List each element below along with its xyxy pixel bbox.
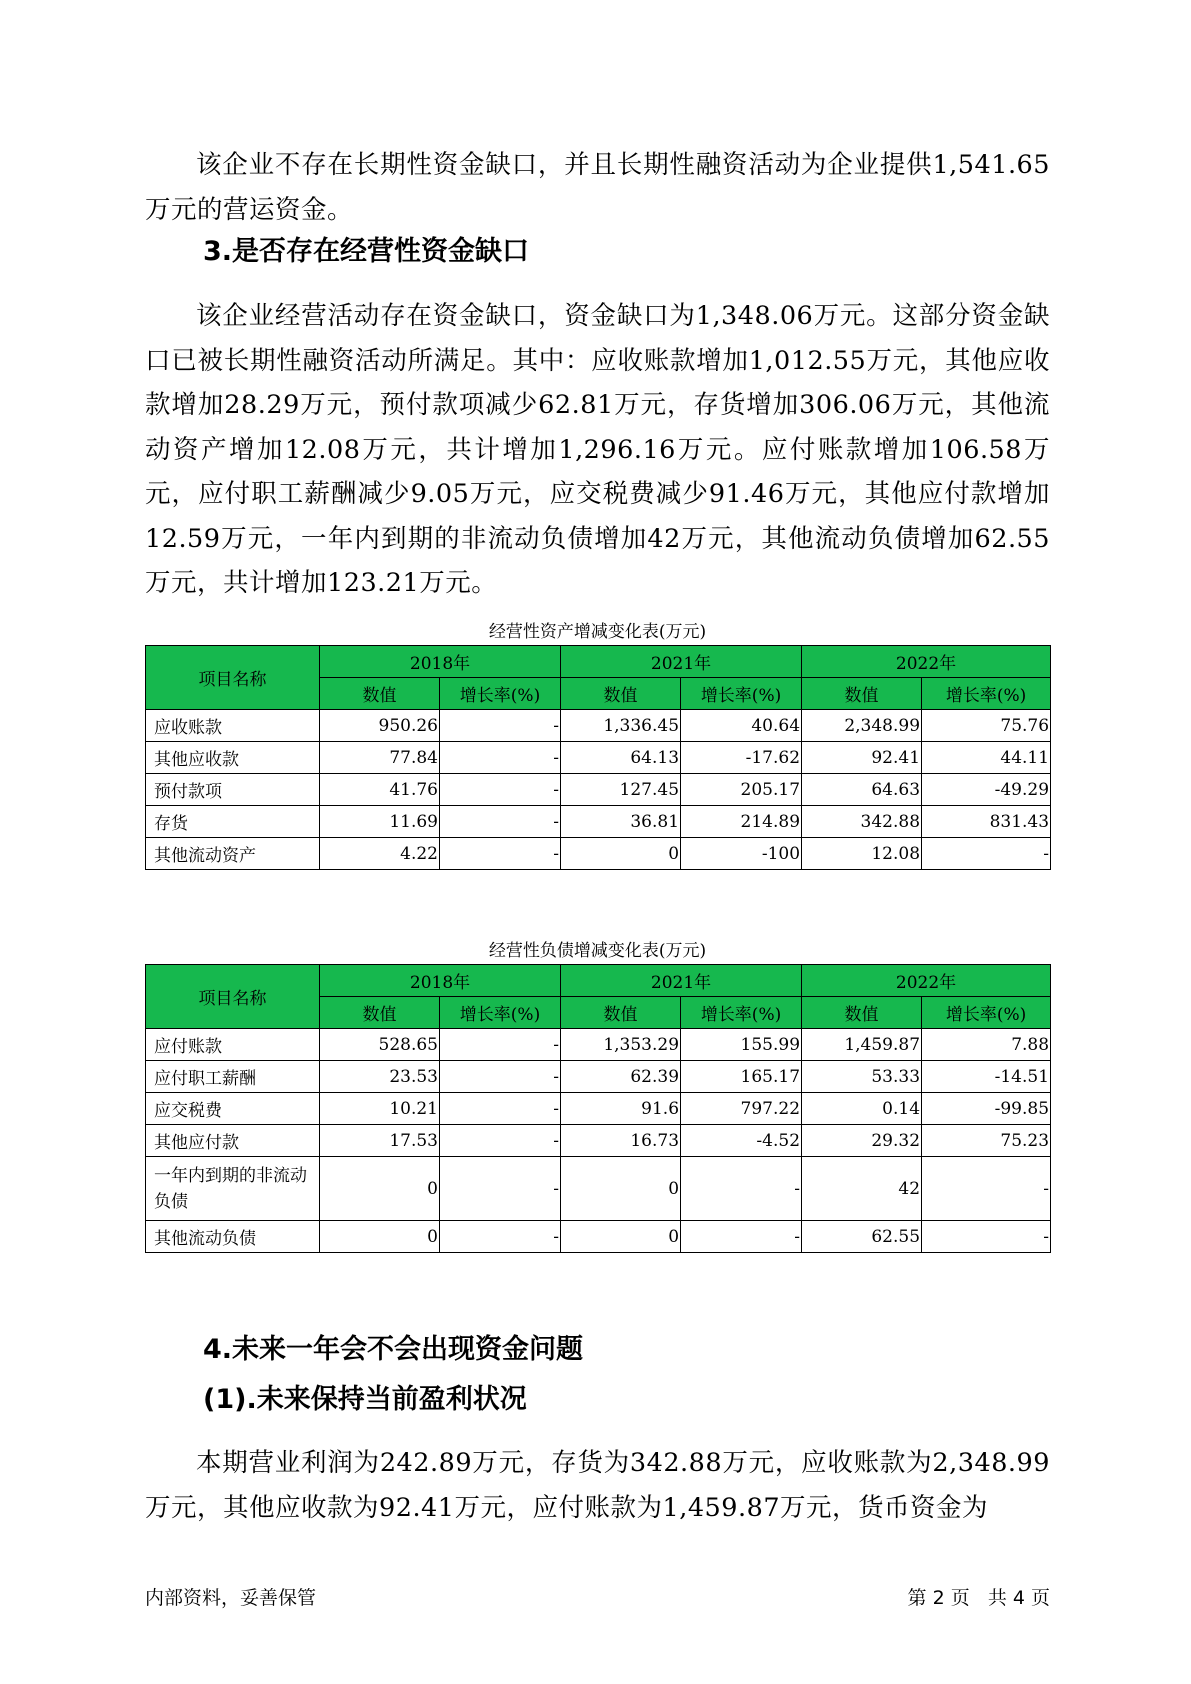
header-year-2021: 2021年 bbox=[561, 965, 802, 997]
table-row bbox=[146, 838, 1051, 870]
row-label: 其他应收款 bbox=[146, 742, 320, 774]
cell-growth: - bbox=[440, 1029, 561, 1061]
cell-value: 92.41 bbox=[802, 742, 922, 774]
operating-liabilities-table bbox=[145, 964, 1051, 1253]
cell-growth: 75.23 bbox=[922, 1125, 1051, 1157]
table-row bbox=[146, 742, 1051, 774]
row-label: 其他应付款 bbox=[146, 1125, 320, 1157]
heading-future-funding: 4.未来一年会不会出现资金问题 bbox=[203, 1334, 584, 1365]
cell-growth: -4.52 bbox=[681, 1125, 802, 1157]
header-value: 数值 bbox=[320, 997, 440, 1029]
cell-growth: 831.43 bbox=[922, 806, 1051, 838]
cell-growth: - bbox=[440, 1157, 561, 1221]
table-row bbox=[146, 1061, 1051, 1093]
cell-value: 53.33 bbox=[802, 1061, 922, 1093]
header-growth: 增长率(%) bbox=[681, 997, 802, 1029]
cell-growth: - bbox=[440, 1093, 561, 1125]
cell-value: 0.14 bbox=[802, 1093, 922, 1125]
row-label: 预付款项 bbox=[146, 774, 320, 806]
header-year-2018: 2018年 bbox=[320, 646, 561, 678]
table-row bbox=[146, 1093, 1051, 1125]
header-year-2022: 2022年 bbox=[802, 646, 1051, 678]
row-label: 应交税费 bbox=[146, 1093, 320, 1125]
table2-caption: 经营性负债增减变化表(万元) bbox=[488, 941, 707, 961]
cell-value: 64.13 bbox=[561, 742, 681, 774]
cell-growth: - bbox=[922, 1157, 1051, 1221]
header-value: 数值 bbox=[802, 997, 922, 1029]
cell-value: 16.73 bbox=[561, 1125, 681, 1157]
cell-growth: - bbox=[440, 774, 561, 806]
cell-value: 528.65 bbox=[320, 1029, 440, 1061]
cell-value: 1,353.29 bbox=[561, 1029, 681, 1061]
cell-growth: 44.11 bbox=[922, 742, 1051, 774]
footer-page-number: 第 2 页 共 4 页 bbox=[907, 1587, 1050, 1609]
row-label: 存货 bbox=[146, 806, 320, 838]
header-value: 数值 bbox=[802, 678, 922, 710]
table-row bbox=[146, 806, 1051, 838]
header-growth: 增长率(%) bbox=[922, 997, 1051, 1029]
cell-value: 36.81 bbox=[561, 806, 681, 838]
header-growth: 增长率(%) bbox=[440, 678, 561, 710]
cell-value: 0 bbox=[320, 1221, 440, 1253]
header-value: 数值 bbox=[320, 678, 440, 710]
cell-value: 1,459.87 bbox=[802, 1029, 922, 1061]
header-year-2022: 2022年 bbox=[802, 965, 1051, 997]
paragraph-operating-gap: 该企业经营活动存在资金缺口，资金缺口为1,348.06万元。这部分资金缺口已被长期性融资活动所满足。其中：应收账款增加1,012.55万元，其他应收款增加28.29万元，预付款项减少62.81万元，存货增加306.06万元，其他流动资产增加12.08万元，共计增加1,296.16万元。应付账款增加106.58万元，应付职工薪酬减少9.05万元，应交税费减少91.46万元，其他应付款增加12.59万元，一年内到期的非流动负债增加42万元，其他流动负债增加62.55万元，共计增加123.21万元。 bbox=[145, 301, 1050, 598]
cell-value: 4.22 bbox=[320, 838, 440, 870]
cell-growth: 75.76 bbox=[922, 710, 1051, 742]
cell-growth: - bbox=[440, 1221, 561, 1253]
table-row bbox=[146, 710, 1051, 742]
row-label: 其他流动负债 bbox=[146, 1221, 320, 1253]
cell-value: 950.26 bbox=[320, 710, 440, 742]
cell-value: 0 bbox=[320, 1157, 440, 1221]
cell-growth: 165.17 bbox=[681, 1061, 802, 1093]
paragraph-current-profit: 本期营业利润为242.89万元，存货为342.88万元，应收账款为2,348.99万元，其他应收款为92.41万元，应付账款为1,459.87万元，货币资金为 bbox=[145, 1448, 1050, 1523]
cell-growth: - bbox=[440, 1125, 561, 1157]
cell-growth: 40.64 bbox=[681, 710, 802, 742]
cell-value: 64.63 bbox=[802, 774, 922, 806]
cell-value: 0 bbox=[561, 838, 681, 870]
cell-value: 23.53 bbox=[320, 1061, 440, 1093]
cell-value: 29.32 bbox=[802, 1125, 922, 1157]
cell-growth: - bbox=[440, 710, 561, 742]
cell-value: 17.53 bbox=[320, 1125, 440, 1157]
header-growth: 增长率(%) bbox=[440, 997, 561, 1029]
cell-growth: 797.22 bbox=[681, 1093, 802, 1125]
table1-caption: 经营性资产增减变化表(万元) bbox=[488, 622, 707, 642]
row-label: 一年内到期的非流动负债 bbox=[146, 1157, 320, 1221]
cell-value: 0 bbox=[561, 1157, 681, 1221]
cell-value: 2,348.99 bbox=[802, 710, 922, 742]
cell-value: 62.55 bbox=[802, 1221, 922, 1253]
header-year-2018: 2018年 bbox=[320, 965, 561, 997]
cell-value: 10.21 bbox=[320, 1093, 440, 1125]
cell-growth: - bbox=[681, 1157, 802, 1221]
footer-confidential-note: 内部资料，妥善保管 bbox=[145, 1587, 317, 1609]
cell-value: 62.39 bbox=[561, 1061, 681, 1093]
header-value: 数值 bbox=[561, 997, 681, 1029]
header-year-2021: 2021年 bbox=[561, 646, 802, 678]
cell-value: 91.6 bbox=[561, 1093, 681, 1125]
cell-value: 11.69 bbox=[320, 806, 440, 838]
table-row bbox=[146, 1029, 1051, 1061]
cell-growth: - bbox=[440, 742, 561, 774]
cell-value: 12.08 bbox=[802, 838, 922, 870]
header-item-name: 项目名称 bbox=[146, 646, 320, 710]
cell-growth: - bbox=[922, 838, 1051, 870]
table-row bbox=[146, 1125, 1051, 1157]
row-label: 其他流动资产 bbox=[146, 838, 320, 870]
cell-value: 41.76 bbox=[320, 774, 440, 806]
row-label: 应付职工薪酬 bbox=[146, 1061, 320, 1093]
cell-value: 127.45 bbox=[561, 774, 681, 806]
header-item-name: 项目名称 bbox=[146, 965, 320, 1029]
cell-value: 77.84 bbox=[320, 742, 440, 774]
cell-growth: 155.99 bbox=[681, 1029, 802, 1061]
header-value: 数值 bbox=[561, 678, 681, 710]
cell-value: 342.88 bbox=[802, 806, 922, 838]
cell-value: 0 bbox=[561, 1221, 681, 1253]
cell-growth: - bbox=[440, 838, 561, 870]
cell-growth: - bbox=[440, 806, 561, 838]
cell-growth: -49.29 bbox=[922, 774, 1051, 806]
cell-growth: 205.17 bbox=[681, 774, 802, 806]
row-label: 应收账款 bbox=[146, 710, 320, 742]
cell-growth: -100 bbox=[681, 838, 802, 870]
cell-growth: - bbox=[681, 1221, 802, 1253]
cell-growth: -14.51 bbox=[922, 1061, 1051, 1093]
cell-growth: -99.85 bbox=[922, 1093, 1051, 1125]
table-row bbox=[146, 1221, 1051, 1253]
header-growth: 增长率(%) bbox=[681, 678, 802, 710]
header-growth: 增长率(%) bbox=[922, 678, 1051, 710]
cell-growth: 7.88 bbox=[922, 1029, 1051, 1061]
cell-value: 1,336.45 bbox=[561, 710, 681, 742]
cell-growth: - bbox=[440, 1061, 561, 1093]
row-label: 应付账款 bbox=[146, 1029, 320, 1061]
paragraph-long-term-funding: 该企业不存在长期性资金缺口，并且长期性融资活动为企业提供1,541.65万元的营运资金。 bbox=[145, 150, 1050, 225]
heading-operating-gap: 3.是否存在经营性资金缺口 bbox=[203, 236, 530, 267]
table-row bbox=[146, 1157, 1051, 1221]
operating-assets-table bbox=[145, 645, 1051, 870]
cell-growth: 214.89 bbox=[681, 806, 802, 838]
table-row bbox=[146, 774, 1051, 806]
cell-growth: - bbox=[922, 1221, 1051, 1253]
cell-growth: -17.62 bbox=[681, 742, 802, 774]
heading-keep-profitability: (1).未来保持当前盈利状况 bbox=[203, 1384, 527, 1415]
cell-value: 42 bbox=[802, 1157, 922, 1221]
